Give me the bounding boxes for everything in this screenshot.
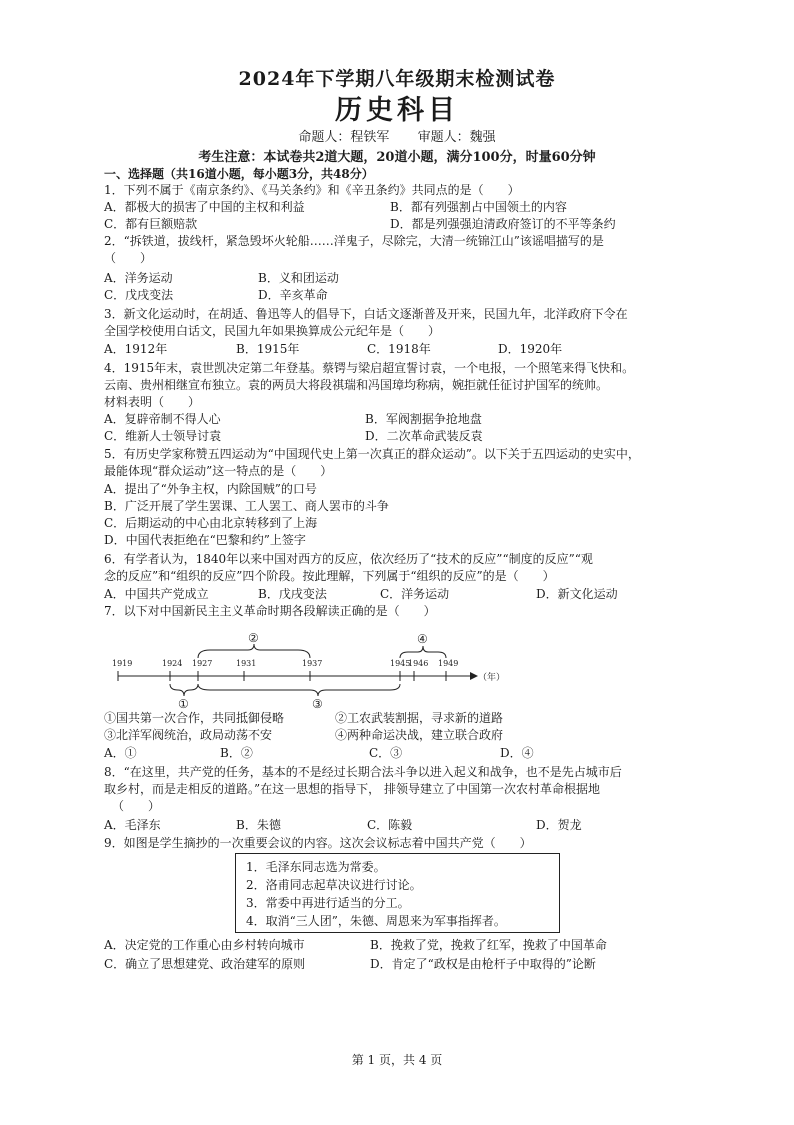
q5-option-d: D．中国代表拒绝在“巴黎和约”上签字 bbox=[104, 533, 306, 547]
q9-option-c: C．确立了思想建党、政治建军的原则 bbox=[104, 957, 306, 971]
q9-box-line-3: 3．常委中再进行适当的分工。 bbox=[246, 896, 410, 910]
q5-option-b: B．广泛开展了学生罢课、工人罢工、商人罢市的斗争 bbox=[104, 499, 389, 513]
q4-option-c: C．维新人士领导讨袁 bbox=[104, 429, 222, 443]
q6-option-c: C．洋务运动 bbox=[380, 587, 450, 601]
q8-option-c: C．陈毅 bbox=[367, 818, 413, 832]
q3-option-c: C．1918年 bbox=[367, 342, 431, 356]
page-footer: 第 1 页，共 4 页 bbox=[351, 1053, 443, 1067]
q6-option-d: D．新文化运动 bbox=[536, 587, 618, 601]
q9-option-a: A．决定党的工作重心由乡村转向城市 bbox=[104, 938, 305, 952]
q2-option-c: C．戊戌变法 bbox=[104, 288, 174, 302]
q4-stem-cont: 云南、贵州相继宣布独立。袁的两员大将段祺瑞和冯国璋均称病，婉拒就任征讨护国军的统帅。 bbox=[104, 378, 609, 392]
q2-stem-cont: （ ） bbox=[104, 251, 153, 265]
q9-box-line-1: 1．毛泽东同志选为常委。 bbox=[246, 860, 386, 874]
q7-option-a: A．① bbox=[104, 746, 137, 760]
q6-option-a: A．中国共产党成立 bbox=[104, 587, 209, 601]
q4-option-a: A．复辟帝制不得人心 bbox=[104, 412, 221, 426]
q5-option-c: C．后期运动的中心由北京转移到了上海 bbox=[104, 516, 318, 530]
q5-option-a: A．提出了“外争主权，内除国贼”的口号 bbox=[104, 482, 317, 496]
q9-stem: 9．如图是学生摘抄的一次重要会议的内容。这次会议标志着中国共产党（ ） bbox=[104, 836, 532, 850]
q4-option-b: B．军阀割据争抢地盘 bbox=[365, 412, 482, 426]
q6-stem-cont: 念的反应”和“组织的反应”四个阶段。按此理解，下列属于“组织的反应”的是（ ） bbox=[104, 569, 555, 583]
q1-option-d: D．都是列强强迫清政府签订的不平等条约 bbox=[390, 217, 616, 231]
year-label-1919: 1919 bbox=[112, 659, 133, 668]
year-label-1927: 1927 bbox=[192, 659, 213, 668]
q3-option-a: A．1912年 bbox=[104, 342, 168, 356]
brace-2-mark: ② bbox=[248, 631, 259, 645]
timeline-unit: （年） bbox=[478, 673, 506, 683]
setter: 命题人：程铁军 bbox=[298, 130, 390, 145]
brace-3-mark: ③ bbox=[312, 697, 323, 710]
subject-title: 历史科目 bbox=[335, 95, 459, 126]
q7-statement-4: ④两种命运决战，建立联合政府 bbox=[335, 728, 504, 742]
q9-excerpt-box bbox=[235, 853, 560, 933]
q2-stem: 2．“拆铁道，拔线杆，紧急毁坏火轮船……洋鬼子，尽除完，大清一统锦江山”该谣唱描写的是 bbox=[104, 234, 604, 248]
q8-stem-cont2: （ ） bbox=[112, 799, 161, 813]
brace-3 bbox=[198, 684, 400, 696]
section-heading: 一、选择题（共16道小题，每小题3分，共48分） bbox=[104, 167, 374, 181]
q1-option-c: C．都有巨额赔款 bbox=[104, 217, 198, 231]
q8-option-d: D．贺龙 bbox=[536, 818, 582, 832]
q7-statement-3: ③北洋军阀统治，政局动荡不安 bbox=[104, 728, 273, 742]
q8-stem: 8．“在这里，共产党的任务，基本的不是经过长期合法斗争以进入起义和战争，也不是先占城市后 bbox=[104, 765, 622, 779]
q3-stem: 3．新文化运动时，在胡适、鲁迅等人的倡导下，白话文逐渐普及开来，民国九年，北洋政府下令在 bbox=[104, 307, 628, 321]
q9-box-line-4: 4．取消“三人团”，朱德、周恩来为军事指挥者。 bbox=[246, 914, 506, 928]
q3-option-b: B．1915年 bbox=[236, 342, 300, 356]
q2-option-d: D．辛亥革命 bbox=[258, 288, 328, 302]
year-label-1945: 1945 bbox=[390, 659, 411, 668]
q7-option-d: D．④ bbox=[500, 746, 534, 760]
q4-stem-cont2: 材料表明（ ） bbox=[104, 395, 201, 409]
brace-2 bbox=[198, 644, 310, 658]
q7-statement-1: ①国共第一次合作，共同抵御侵略 bbox=[104, 711, 285, 725]
q6-option-b: B．戊戌变法 bbox=[258, 587, 327, 601]
q1-option-b: B．都有列强割占中国领土的内容 bbox=[390, 200, 567, 214]
q1-option-a: A．都极大的损害了中国的主权和利益 bbox=[104, 200, 305, 214]
q8-option-b: B．朱德 bbox=[236, 818, 281, 832]
q5-stem: 5．有历史学家称赞五四运动为“中国现代史上第一次真正的群众运动”。以下关于五四运动的史实中， bbox=[104, 447, 640, 461]
brace-4 bbox=[400, 646, 446, 658]
q2-option-b: B．义和团运动 bbox=[258, 271, 339, 285]
q8-option-a: A．毛泽东 bbox=[104, 818, 161, 832]
year-label-1946: 1946 bbox=[408, 659, 429, 668]
q7-option-c: C．③ bbox=[369, 746, 403, 760]
q7-stem: 7．以下对中国新民主主义革命时期各段解读正确的是（ ） bbox=[104, 604, 436, 618]
q9-option-d: D．肯定了“政权是由枪杆子中取得的”论断 bbox=[370, 957, 596, 971]
exam-title: 2024年下学期八年级期末检测试卷 bbox=[238, 68, 556, 90]
year-label-1924: 1924 bbox=[162, 659, 183, 668]
q7-statement-2: ②工农武装割据，寻求新的道路 bbox=[335, 711, 504, 725]
reviewer: 审题人：魏强 bbox=[417, 130, 496, 145]
q1-stem: 1．下列不属于《南京条约》、《马关条约》和《辛丑条约》共同点的是（ ） bbox=[104, 183, 520, 197]
brace-4-mark: ④ bbox=[417, 632, 428, 646]
q3-stem-cont: 全国学校使用白话文，民国九年如果换算成公元纪年是（ ） bbox=[104, 324, 441, 338]
brace-1-mark: ① bbox=[178, 697, 189, 710]
year-label-1931: 1931 bbox=[236, 659, 257, 668]
year-label-1937: 1937 bbox=[302, 659, 323, 668]
q5-stem-cont: 最能体现“群众运动”这一特点的是（ ） bbox=[104, 464, 333, 478]
q2-option-a: A．洋务运动 bbox=[104, 271, 173, 285]
q6-stem: 6．有学者认为，1840年以来中国对西方的反应，依次经历了“技术的反应”“制度的反应”“观 bbox=[104, 552, 593, 566]
q8-stem-cont: 取乡村，而是走相反的道路。”在这一思想的指导下， 排领导建立了中国第一次农村革命根据地 bbox=[104, 782, 600, 796]
q4-option-d: D．二次革命武装反袁 bbox=[365, 429, 483, 443]
q9-box-line-2: 2．洛甫同志起草决议进行讨论。 bbox=[246, 878, 422, 892]
timeline-arrow bbox=[470, 672, 478, 680]
q7-option-b: B．② bbox=[220, 746, 253, 760]
q7-timeline bbox=[110, 630, 510, 710]
exam-notice: 考生注意：本试卷共2道大题，20道小题，满分100分，时量60分钟 bbox=[198, 150, 596, 165]
q9-option-b: B．挽救了党，挽救了红军，挽救了中国革命 bbox=[370, 938, 607, 952]
brace-1 bbox=[170, 684, 198, 696]
q4-stem: 4．1915年末，袁世凯决定第二年登基。蔡锷与梁启超宣誓讨袁，一个电报，一个照笔来得飞快和。 bbox=[104, 361, 635, 375]
q3-option-d: D．1920年 bbox=[498, 342, 563, 356]
year-label-1949: 1949 bbox=[438, 659, 459, 668]
authors-line bbox=[0, 126, 794, 145]
